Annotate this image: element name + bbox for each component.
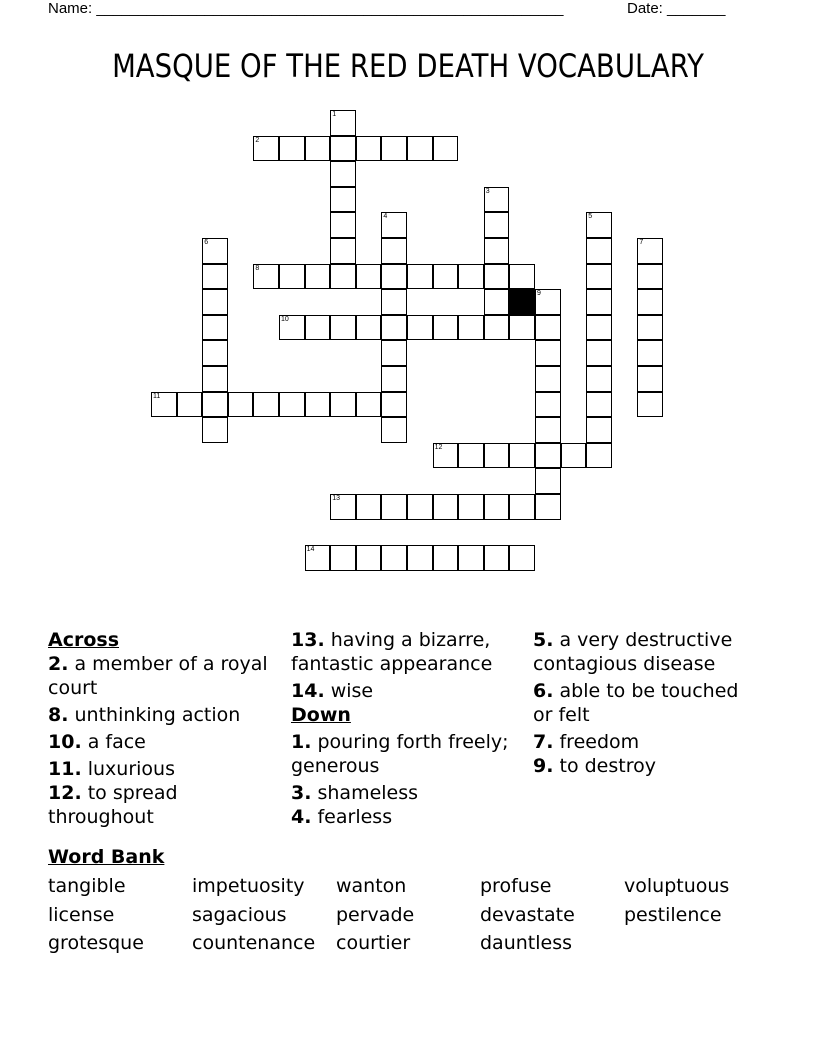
crossword-cell[interactable] <box>509 443 535 469</box>
crossword-cell[interactable] <box>535 289 561 315</box>
crossword-cell[interactable] <box>433 315 459 341</box>
crossword-cell[interactable] <box>202 340 228 366</box>
crossword-cell[interactable] <box>279 136 305 162</box>
crossword-cell[interactable] <box>177 392 203 418</box>
crossword-cell[interactable] <box>305 545 331 571</box>
word-bank-word: dauntless <box>480 932 573 954</box>
down-clue-7 <box>533 730 763 754</box>
crossword-cell[interactable] <box>586 289 612 315</box>
clue-number: 13. <box>291 629 325 651</box>
crossword-cell[interactable] <box>637 392 663 418</box>
crossword-cell[interactable] <box>330 238 356 264</box>
crossword-cell[interactable] <box>305 315 331 341</box>
word-bank-word: tangible <box>48 875 126 897</box>
clue-number: 7. <box>533 731 554 753</box>
cell-number: 1 <box>332 111 337 118</box>
crossword-cell[interactable] <box>535 392 561 418</box>
cell-number: 7 <box>639 239 644 246</box>
crossword-cell[interactable] <box>586 366 612 392</box>
cell-number: 6 <box>204 239 209 246</box>
crossword-cell[interactable] <box>381 366 407 392</box>
crossword-cell[interactable] <box>305 136 331 162</box>
crossword-cell[interactable] <box>330 545 356 571</box>
crossword-cell[interactable] <box>228 392 254 418</box>
clue-text: to spread throughout <box>48 782 178 828</box>
word-bank-word: countenance <box>192 932 316 954</box>
cell-number: 13 <box>332 495 340 502</box>
clue-text: fearless <box>311 806 393 828</box>
word-bank-title: Word Bank <box>48 846 165 868</box>
crossword-cell[interactable] <box>356 494 382 520</box>
word-bank-word: profuse <box>480 875 552 897</box>
crossword-cell[interactable] <box>202 366 228 392</box>
crossword-cell[interactable] <box>202 264 228 290</box>
word-bank-word: voluptuous <box>624 875 730 897</box>
crossword-cell[interactable] <box>637 340 663 366</box>
crossword-cell[interactable] <box>484 443 510 469</box>
crossword-cell[interactable] <box>202 392 228 418</box>
clue-text: able to be touched or felt <box>533 680 739 726</box>
crossword-cell[interactable] <box>484 494 510 520</box>
crossword-cell[interactable] <box>202 417 228 443</box>
clue-number: 14. <box>291 680 325 702</box>
clue-text: a very destructive contagious disease <box>533 629 733 675</box>
word-bank-word: pestilence <box>624 904 722 926</box>
crossword-cell[interactable] <box>637 366 663 392</box>
crossword-cell[interactable] <box>202 238 228 264</box>
crossword-cell[interactable] <box>458 545 484 571</box>
crossword-cell[interactable] <box>535 494 561 520</box>
crossword-cell[interactable] <box>586 238 612 264</box>
clue-number: 4. <box>291 806 312 828</box>
clue-number: 11. <box>48 758 82 780</box>
crossword-cell[interactable] <box>458 494 484 520</box>
crossword-cell[interactable] <box>586 315 612 341</box>
crossword-cell[interactable] <box>535 417 561 443</box>
across-heading: Across <box>48 629 120 651</box>
clue-text: having a bizarre, fantastic appearance <box>291 629 493 675</box>
word-bank-word: devastate <box>480 904 575 926</box>
clues-column-2 <box>291 628 523 832</box>
crossword-cell[interactable] <box>458 315 484 341</box>
crossword-cell[interactable] <box>586 417 612 443</box>
crossword-cell[interactable] <box>381 340 407 366</box>
crossword-cell[interactable] <box>407 136 433 162</box>
crossword-cell[interactable] <box>509 494 535 520</box>
crossword-cell[interactable] <box>381 289 407 315</box>
down-clue-6 <box>533 679 763 727</box>
across-clue-13 <box>291 628 523 676</box>
crossword-cell[interactable] <box>381 545 407 571</box>
black-square <box>509 289 535 315</box>
cell-number: 4 <box>383 213 388 221</box>
crossword-cell[interactable] <box>586 212 612 238</box>
crossword-cell[interactable] <box>330 212 356 238</box>
crossword-cell[interactable] <box>484 264 510 290</box>
crossword-cell[interactable] <box>279 392 305 418</box>
crossword-cell[interactable] <box>330 264 356 290</box>
down-clue-3 <box>291 781 523 805</box>
clues-column-1 <box>48 628 278 832</box>
crossword-cell[interactable] <box>484 187 510 213</box>
crossword-cell[interactable] <box>381 417 407 443</box>
crossword-cell[interactable] <box>535 443 561 469</box>
crossword-cell[interactable] <box>433 264 459 290</box>
crossword-cell[interactable] <box>586 340 612 366</box>
crossword-cell[interactable] <box>330 161 356 187</box>
crossword-cell[interactable] <box>202 289 228 315</box>
crossword-cell[interactable] <box>381 315 407 341</box>
crossword-cell[interactable] <box>356 315 382 341</box>
crossword-cell[interactable] <box>458 264 484 290</box>
clue-number: 5. <box>533 629 554 651</box>
crossword-cell[interactable] <box>484 212 510 238</box>
crossword-cell[interactable] <box>586 392 612 418</box>
crossword-cell[interactable] <box>535 366 561 392</box>
crossword-cell[interactable] <box>356 136 382 162</box>
clue-text: shameless <box>311 782 419 804</box>
crossword-cell[interactable] <box>356 545 382 571</box>
crossword-cell[interactable] <box>407 494 433 520</box>
crossword-cell[interactable] <box>484 238 510 264</box>
crossword-cell[interactable] <box>535 340 561 366</box>
crossword-cell[interactable] <box>330 392 356 418</box>
crossword-cell[interactable] <box>330 494 356 520</box>
word-bank-word: sagacious <box>192 904 287 926</box>
across-clue-2 <box>48 652 278 700</box>
clue-text: wise <box>324 680 374 702</box>
cell-number: 8 <box>255 264 260 272</box>
crossword-cell[interactable] <box>509 545 535 571</box>
crossword-cell[interactable] <box>458 443 484 469</box>
clue-number: 2. <box>48 653 69 675</box>
across-clue-14 <box>291 679 523 703</box>
crossword-cell[interactable] <box>509 315 535 341</box>
clue-text: unthinking action <box>68 704 241 726</box>
crossword-cell[interactable] <box>535 315 561 341</box>
crossword-cell[interactable] <box>637 315 663 341</box>
cell-number: 9 <box>537 290 541 298</box>
crossword-cell[interactable] <box>381 238 407 264</box>
crossword-cell[interactable] <box>484 545 510 571</box>
date-field-label[interactable]: Date: _______ <box>627 0 726 17</box>
crossword-cell[interactable] <box>407 545 433 571</box>
clue-number: 9. <box>533 755 554 777</box>
name-field-label[interactable]: Name: ________________________________________________________ <box>48 0 564 17</box>
down-clue-4 <box>291 805 523 829</box>
word-bank-word: wanton <box>336 875 407 897</box>
crossword-cell[interactable] <box>561 443 587 469</box>
crossword-cell[interactable] <box>586 264 612 290</box>
crossword-cell[interactable] <box>484 315 510 341</box>
crossword-cell[interactable] <box>637 264 663 290</box>
clues-column-3 <box>533 628 763 781</box>
crossword-cell[interactable] <box>433 443 459 469</box>
crossword-cell[interactable] <box>330 315 356 341</box>
crossword-cell[interactable] <box>381 136 407 162</box>
crossword-cell[interactable] <box>407 315 433 341</box>
clue-text: a face <box>81 731 146 753</box>
crossword-cell[interactable] <box>637 289 663 315</box>
cell-number: 11 <box>153 392 161 400</box>
clue-text: a member of a royal court <box>48 653 268 699</box>
cell-number: 12 <box>434 443 443 451</box>
word-bank-word: pervade <box>336 904 415 926</box>
cell-number: 14 <box>306 546 315 554</box>
crossword-cell[interactable] <box>433 494 459 520</box>
clue-number: 12. <box>48 782 82 804</box>
crossword-cell[interactable] <box>151 392 177 418</box>
word-bank-word: license <box>48 904 115 926</box>
crossword-cell[interactable] <box>305 392 331 418</box>
clue-number: 3. <box>291 782 312 804</box>
across-clue-8 <box>48 703 278 727</box>
crossword-cell[interactable] <box>330 110 356 136</box>
crossword-cell[interactable] <box>279 315 305 341</box>
clue-number: 10. <box>48 731 82 753</box>
crossword-cell[interactable] <box>637 238 663 264</box>
cell-number: 5 <box>588 213 593 221</box>
page-title: MASQUE OF THE RED DEATH VOCABULARY <box>112 47 704 85</box>
crossword-cell[interactable] <box>407 264 433 290</box>
crossword-cell[interactable] <box>279 264 305 290</box>
down-clue-1 <box>291 730 523 778</box>
across-clue-11 <box>48 757 278 781</box>
crossword-cell[interactable] <box>305 264 331 290</box>
clue-text: luxurious <box>81 758 175 780</box>
crossword-cell[interactable] <box>330 136 356 162</box>
crossword-cell[interactable] <box>381 494 407 520</box>
crossword-cell[interactable] <box>484 289 510 315</box>
crossword-cell[interactable] <box>356 392 382 418</box>
crossword-cell[interactable] <box>202 315 228 341</box>
crossword-cell[interactable] <box>381 212 407 238</box>
clue-text: freedom <box>553 731 640 753</box>
crossword-cell[interactable] <box>586 443 612 469</box>
crossword-cell[interactable] <box>433 136 459 162</box>
across-clue-10 <box>48 730 278 754</box>
clue-number: 8. <box>48 704 69 726</box>
crossword-cell[interactable] <box>330 187 356 213</box>
crossword-cell[interactable] <box>381 392 407 418</box>
crossword-cell[interactable] <box>253 392 279 418</box>
cell-number: 10 <box>281 315 289 323</box>
crossword-cell[interactable] <box>433 545 459 571</box>
crossword-cell[interactable] <box>253 136 279 162</box>
clue-number: 1. <box>291 731 312 753</box>
crossword-cell[interactable] <box>381 264 407 290</box>
word-bank-word: grotesque <box>48 932 144 954</box>
down-clue-5 <box>533 628 763 676</box>
clue-text: to destroy <box>553 755 656 777</box>
clue-number: 6. <box>533 680 554 702</box>
word-bank-word: courtier <box>336 932 411 954</box>
word-bank-word: impetuosity <box>192 875 305 897</box>
down-clue-9 <box>533 754 763 778</box>
crossword-cell[interactable] <box>509 264 535 290</box>
clue-text: pouring forth freely; generous <box>291 731 509 777</box>
crossword-cell[interactable] <box>356 264 382 290</box>
crossword-cell[interactable] <box>253 264 279 290</box>
cell-number: 3 <box>485 187 490 195</box>
cell-number: 2 <box>255 136 260 144</box>
down-heading: Down <box>291 704 351 726</box>
crossword-cell[interactable] <box>535 468 561 494</box>
across-clue-12 <box>48 781 278 829</box>
